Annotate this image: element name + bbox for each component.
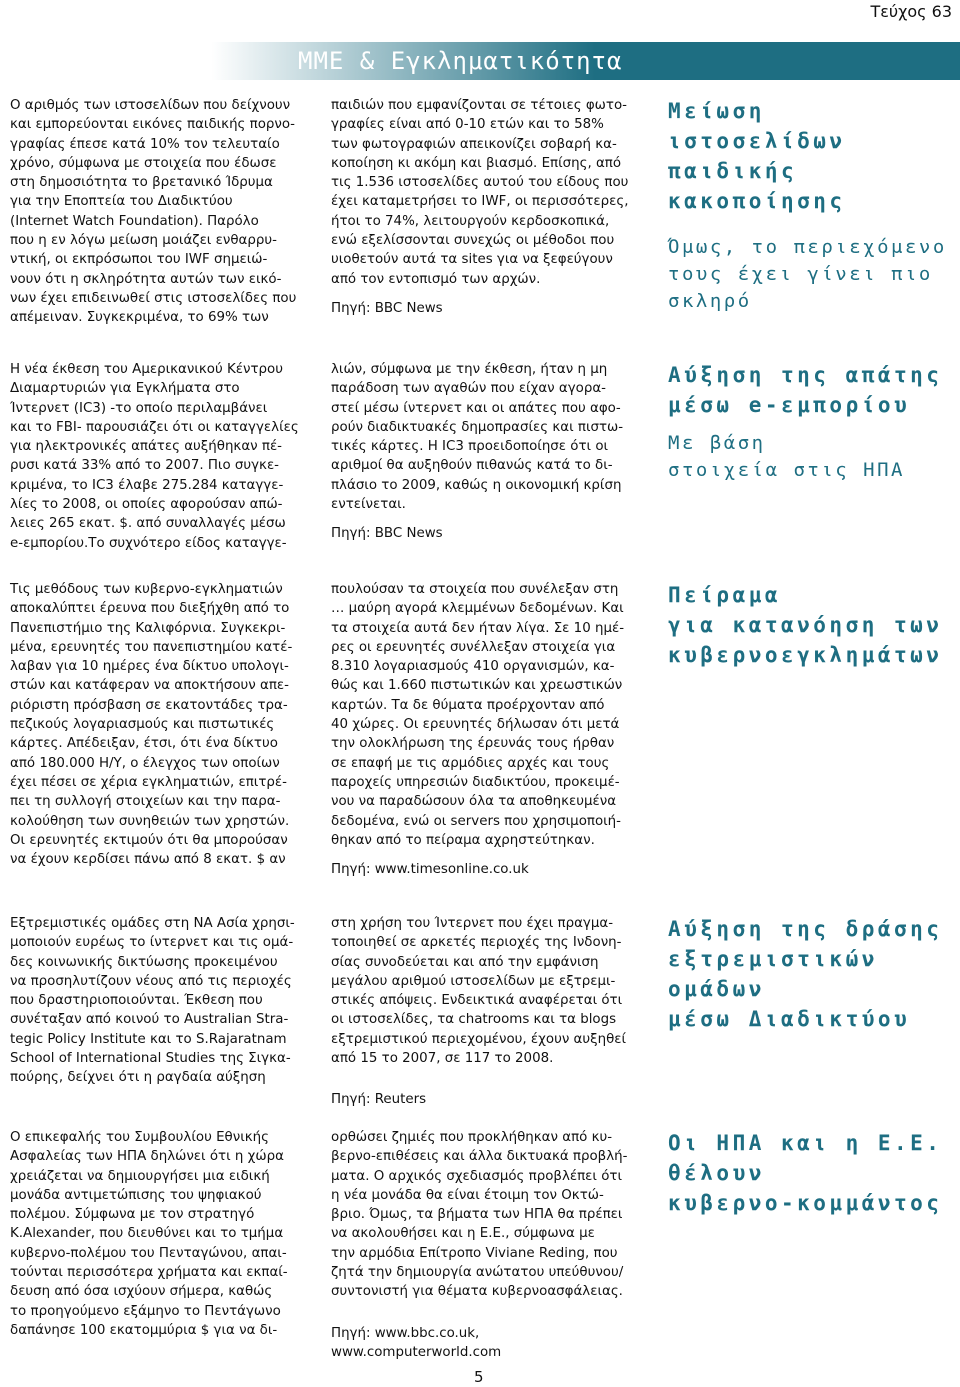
- article-text: λιών, σύμφωνα με την έκθεση, ήταν η μη παράδοση των αγαθών που είχαν αγορα- στεί μέσω ίντερνετ και οι απάτες που αφο- ρούν διαδικτυακές δημοπρασίες και πιστω- τικές κάρτες. Η IC3 προειδοποίησε ότι οι αριθμοί θα αυξηθούν πιθανώς κατά το δι- πλάσιο το 2009, καθώς η οικονομική κρίση εντείνεται.: [331, 362, 624, 513]
- article-body-right: [331, 580, 646, 879]
- article-text: Εξτρεμιστικές ομάδες στη ΝΑ Ασία χρησι- μοποιούν ευρέως το ίντερνετ και τις ομά- δες κοινωνικής δικτύωσης προκειμένου να προσηλυτίζουν νέους από τις περιοχές που δραστηριοποιούνται. Έκθεση που συνέταξαν από κοινού το Australian Stra- tegic Policy Institute και το S.Rajaratnam School of International Studies της Σιγκα- πούρης, δείχνει ότι η ραγδαία αύξηση: [10, 916, 295, 1086]
- article-body-right: [331, 1128, 646, 1362]
- article-text: Τις μεθόδους των κυβερνο-εγκληματιών αποκαλύπτει έρευνα που διεξήχθη από το Πανεπιστήμιο της Καλιφόρνια. Συγκεκρι- μένα, ερευνητές του πανεπιστημίου κατέ- λαβαν για 10 ημέρες ένα δίκτυο υπολογι- στών και κατάφεραν να αποκτήσουν απε- ριόριστη πρόσβαση σε εκατοντάδες τρα- πεζικούς λογαριασμούς και πιστωτικές κάρτες. Απέδειξαν, έτσι, ότι ένα δίκτυο από 180.000 Η/Υ, ο έλεγχος των οποίων έχει πέσει σε χέρια εγκληματιών, επιτρέ- πει τη συλλογή στοιχείων και την παρα- κολούθηση των συνηθειών των χρηστών. Οι ερευνητές εκτιμούν ότι θα μπορούσαν να έχουν κερδίσει πάνω από 8 εκατ. $ αν: [10, 582, 293, 868]
- article-heading: [668, 914, 958, 1034]
- article-source: Πηγή: www.bbc.co.uk, www.computerworld.com: [331, 1325, 502, 1360]
- article-source: Πηγή: Reuters: [331, 1092, 427, 1108]
- article-heading: [668, 580, 958, 670]
- article-source: Πηγή: BBC News: [331, 526, 443, 542]
- article-body-right: [331, 914, 646, 1110]
- article-heading: [668, 96, 958, 315]
- article-text: Ο επικεφαλής του Συμβουλίου Εθνικής Ασφαλείας των ΗΠΑ δηλώνει ότι η χώρα χρειάζεται να δημιουργήσει μια ειδική μονάδα αντιμετώπισης του ψηφιακού πολέμου. Σύμφωνα με τον στρατηγό K.Alexander, που διευθύνει και το τμήμα κυβερνο-πολέμου του Πενταγώνου, απαι- τούνται περισσότερα χρήματα και εκπαί- δευση από όσα ισχύουν σήμερα, καθώς το προηγούμενο εξάμηνο το Πεντάγωνο δαπάνησε 100 εκατομμύρια $ για να δι-: [10, 1130, 288, 1338]
- article-text: στη χρήση του Ίντερνετ που έχει πραγμα- τοποιηθεί σε αρκετές περιοχές της Ινδονη- σίας συνοδεύεται και από την εμφάνιση μεγάλου αριθμού ιστοσελίδων με εξτρεμι- στικές απόψεις. Ενδεικτικά αναφέρεται ότι οι ιστοσελίδες, τα chatrooms και τα blogs εξτρεμιστικού περιεχομένου, έχουν αυξηθεί από 15 το 2007, σε 117 το 2008.: [331, 916, 627, 1067]
- article-headline: Μείωση ιστοσελίδων παιδικής κακοποίησης: [668, 99, 846, 213]
- article-body-right: [331, 360, 646, 544]
- article-subhead: Όμως, το περιεχόμενο τους έχει γίνει πιο σκληρό: [668, 236, 947, 312]
- issue-label: Τεύχος 63: [870, 2, 952, 21]
- article-headline: Πείραμα για κατανόηση των κυβερνοεγκλημάτων: [668, 583, 943, 667]
- article-source: Πηγή: BBC News: [331, 300, 443, 316]
- article-body-left: [10, 360, 312, 553]
- article-headline: Αύξηση της απάτης μέσω e-εμπορίου: [668, 363, 943, 417]
- article-headline: Αύξηση της δράσης εξτρεμιστικών ομάδων μέσω Διαδικτύου: [668, 917, 943, 1031]
- article-body-left: [10, 1128, 312, 1340]
- article-heading: [668, 1128, 958, 1218]
- article-source: Πηγή: www.timesonline.co.uk: [331, 862, 529, 878]
- article-text: Η νέα έκθεση του Αμερικανικού Κέντρου Διαμαρτυριών για Εγκλήματα στο Ίντερνετ (IC3) -το οποίο περιλαμβάνει και το FBI- παρουσιάζει ότι οι καταγγελίες για ηλεκτρονικές απάτες αυξήθηκαν πέ- ρυσι κατά 33% από το 2007. Πιο συγκε- κριμένα, το IC3 έλαβε 275.284 καταγγε- λίες το 2008, οι οποίες αφορούσαν απώ- λειες 265 εκατ. $. από συναλλαγές μέσω e-εμπορίου.Το συχνότερο είδος καταγγε-: [10, 362, 299, 551]
- article-text: παιδιών που εμφανίζονται σε τέτοιες φωτο- γραφίες είναι από 0-10 ετών και το 58% των φωτογραφιών απεικονίζει σοβαρή κα- κοποίηση κι ακόμη και βιασμό. Επίσης, από τις 1.536 ιστοσελίδες αυτού του είδους που έχει καταμετρήσει το IWF, οι περισσότερες, ήτοι το 74%, λειτουργούν κερδοσκοπικά, ενώ εξελίσσονται συνεχώς οι μέθοδοι που υιοθετούν αυτά τα sites για να ξεφεύγουν από τον εντοπισμό των αρχών.: [331, 98, 629, 287]
- article-body-left: [10, 580, 312, 869]
- page-number: 5: [474, 1368, 484, 1386]
- article-subhead: Με βάση στοιχεία στις ΗΠΑ: [668, 432, 905, 481]
- article-text: ορθώσει ζημιές που προκλήθηκαν από κυ- βερνο-επιθέσεις και άλλα δικτυακά προβλή- ματα. Ο αρχικός σχεδιασμός προβλέπει ότι η νέα μονάδα θα είναι έτοιμη τον Οκτώ- βριο. Όμως, τα βήματα των ΗΠΑ θα πρέπει να ακολουθήσει και η Ε.Ε., σύμφωνα με την αρμόδια Επίτροπο Viviane Reding, που ζητά την δημιουργία ανώτατου υπεύθυνου/ συντονιστή για θέματα κυβερνοασφάλειας.: [331, 1130, 628, 1300]
- article-headline: Οι ΗΠΑ και η Ε.Ε. θέλουν κυβερνο-κομμάντος: [668, 1131, 943, 1215]
- article-text: Ο αριθμός των ιστοσελίδων που δείχνουν και εμπορεύονται εικόνες παιδικής πορνο- γραφίας έπεσε κατά 10% τον τελευταίο χρόνο, σύμφωνα με στοιχεία που έδωσε στη δημοσιότητα το βρετανικό Ίδρυμα για την Εποπτεία του Διαδικτύου (Internet Watch Foundation). Παρόλο που η εν λόγω μείωση μοιάζει ενθαρρυ- ντική, οι εκπρόσωποι του IWF σημειώ- νουν ότι η σκληρότητα αυτών των εικό- νων έχει επιδεινωθεί στις ιστοσελίδες που απέμειναν. Συγκεκριμένα, το 69% των: [10, 98, 297, 326]
- section-title: ΜΜΕ & Εγκληματικότητα: [298, 47, 623, 75]
- article-body-left: [10, 96, 312, 328]
- article-text: πουλούσαν τα στοιχεία που συνέλεξαν στη … μαύρη αγορά κλεμμένων δεδομένων. Και τα στοιχεία αυτά δεν ήταν λίγα. Σε 10 ημέ- ρες οι ερευνητές συνέλλεξαν στοιχεία για 8.310 λογαριασμούς 410 οργανισμών, κα- θώς και 1.660 πιστωτικών και χρεωστικών καρτών. Τα δε θύματα προέρχονταν από 40 χώρες. Οι ερευνητές δήλωσαν ότι μετά την ολοκλήρωση της έρευνάς τους ήρθαν σε επαφή με τις αρμόδιες αρχές και τους παροχείς υπηρεσιών διαδικτύου, προκειμέ- νου να παραδώσουν όλα τα αποθηκευμένα δεδομένα, ενώ οι servers που χρησιμοποιή- θηκαν από το πείραμα αχρηστεύτηκαν.: [331, 582, 625, 848]
- article-body-left: [10, 914, 312, 1088]
- article-heading: [668, 360, 958, 484]
- article-body-right: [331, 96, 646, 318]
